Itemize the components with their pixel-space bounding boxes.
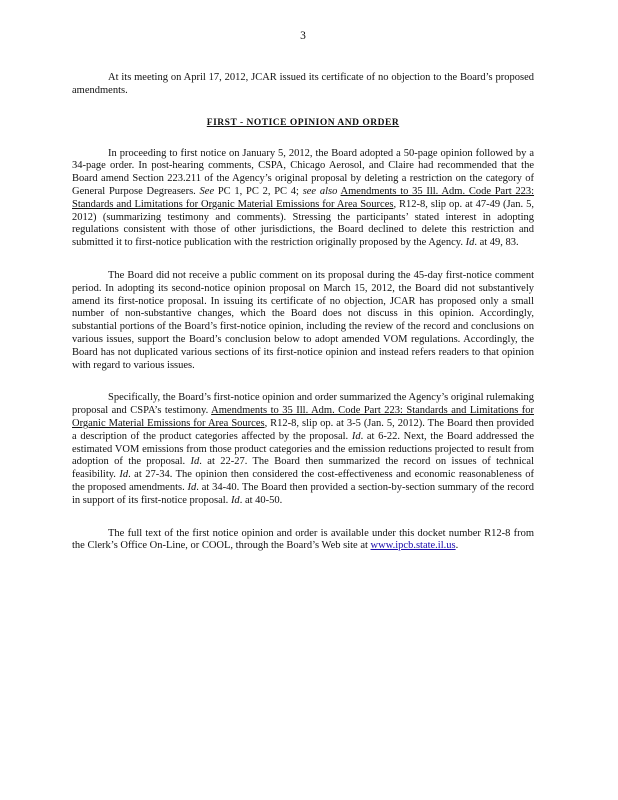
paragraph-full-text bbox=[72, 528, 534, 554]
text: . at 27-34. The opinion then considered the cost-effectiveness and economic reasonableness of the proposed amendments. bbox=[72, 469, 534, 493]
section-heading bbox=[72, 118, 534, 128]
section-heading-text: FIRST - NOTICE OPINION AND ORDER bbox=[206, 117, 400, 128]
id-citation: Id bbox=[465, 237, 475, 249]
id-citation: Id bbox=[187, 481, 197, 493]
signal-see: See bbox=[199, 185, 215, 197]
paragraph-second-notice: The Board did not receive a public comment on its proposal during the 45-day first-notice comment period. In adopting its second-notice opinion proposal on March 15, 2012, the Board did not substantively amend its first-notice proposal. In issuing its certificate of no objection, JCAR has proposed only a small number of non-substantive changes, which the Board does not discuss in this opinion. Accordingly, substantial portions of the Board’s first-notice opinion, including the review of the record and conclusions on various issues, support the Board’s conclusion below to adopt amended VOM regulations. Accordingly, the Board has not duplicated various sections of its first-notice opinion and instead refers readers to that opinion with regard to various issues. bbox=[72, 269, 534, 371]
text: . bbox=[455, 540, 459, 552]
id-citation: Id bbox=[351, 430, 361, 442]
id-citation: Id bbox=[119, 469, 129, 481]
paragraph-jcar-certificate: At its meeting on April 17, 2012, JCAR issued its certificate of no objection to the Board’s proposed amendments. bbox=[72, 72, 534, 96]
text: . at 49, 83. bbox=[474, 237, 519, 249]
text: PC 1, PC 2, PC 4; bbox=[217, 185, 299, 197]
case-citation: Amendments to 35 Ill. Adm. Code Part 223: Standards and Limitations for Organic Material Emissions for Area Sources bbox=[72, 185, 535, 210]
text: In proceeding to first notice on January 5, 2012, the Board adopted a 50-page opinion followed by a 34-page order. In post-hearing comments, CSPA, Chicago Aerosol, and Claire had recommended that the Board amend Section 223.211 of the Agency’s original proposal by deleting a restriction on the category of General Purpose Degreasers. bbox=[72, 147, 534, 197]
text: . at 6-22. Next, the Board addressed the estimated VOM emissions from those product categories and the emission reductions projected to result from adoption of the proposal. bbox=[72, 430, 535, 468]
text: Specifically, the Board’s first-notice opinion and order summarized the Agency’s original rulemaking proposal and CSPA’s testimony. bbox=[72, 392, 534, 417]
website-link[interactable]: www.ipcb.state.il.us bbox=[370, 540, 456, 552]
text: , R12-8, slip op. at 3-5 (Jan. 5, 2012). The Board then provided a description of the product categories affected by the proposal. bbox=[72, 417, 534, 442]
id-citation: Id bbox=[190, 456, 200, 468]
text: . at 40-50. bbox=[239, 494, 283, 506]
case-citation: Amendments to 35 Ill. Adm. Code Part 223: Standards and Limitations for Organic Material Emissions for Area Sources bbox=[72, 405, 535, 429]
paragraph-summary bbox=[72, 392, 534, 507]
document-page bbox=[72, 30, 534, 573]
signal-see-also: see also bbox=[302, 185, 338, 197]
paragraph-first-notice bbox=[72, 148, 534, 250]
id-citation: Id bbox=[230, 494, 240, 506]
text: . at 22-27. The Board then summarized the record on issues of technical feasibility. bbox=[72, 456, 534, 481]
page-number: 3 bbox=[300, 30, 306, 42]
text: The full text of the first notice opinion and order is available under this docket number R12-8 from the Clerk’s Office On-Line, or COOL, through the Board’s Web site at bbox=[72, 527, 534, 552]
text: , R12-8, slip op. at 47-49 (Jan. 5, 2012) (summarizing testimony and comments). Stressing the participants’ stated interest in adopting regulations consistent with those of other jurisdictions, the Board declined to delete this restriction and submitted it to first-notice publication with the restriction originally proposed by the Agency. bbox=[72, 198, 534, 249]
text: . at 34-40. The Board then provided a section-by-section summary of the record in support of its first-notice proposal. bbox=[72, 481, 535, 506]
